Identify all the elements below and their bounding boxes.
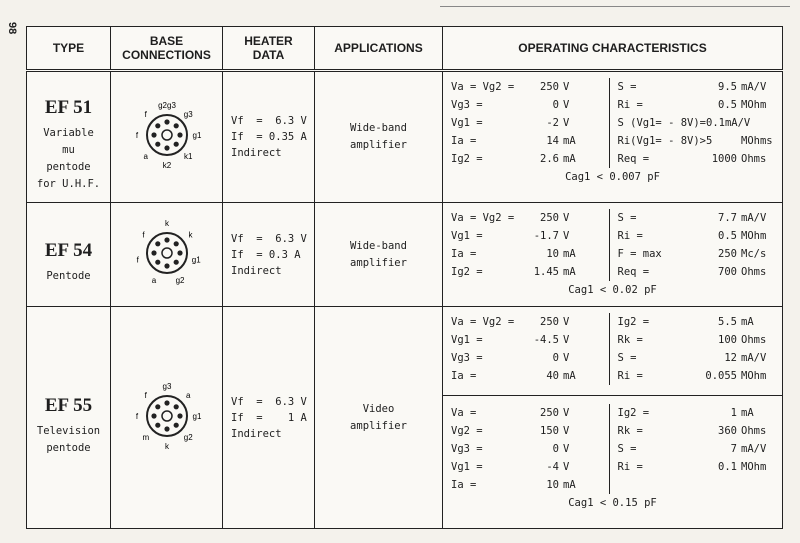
- param-label: Vg3 =: [451, 352, 483, 364]
- pin-label: f: [136, 255, 139, 265]
- param-unit: Ohms: [741, 425, 767, 437]
- param-label: Ig2 =: [609, 313, 699, 331]
- param-unit: V: [563, 99, 570, 111]
- pin-label: g3: [162, 381, 171, 391]
- param-unit: V: [563, 117, 570, 129]
- param-unit: mA: [563, 266, 576, 278]
- heater-line: Vf = 6.3 V: [231, 115, 307, 127]
- base-cell: [111, 307, 223, 529]
- param-label: S =: [609, 209, 699, 227]
- pin-label: k2: [162, 161, 171, 170]
- param-value: -4.5: [533, 334, 559, 346]
- header-applications: APPLICATIONS: [315, 27, 443, 71]
- param-value: -2: [546, 117, 559, 129]
- pin-label: g2: [183, 432, 193, 442]
- param-value: 700: [718, 266, 737, 278]
- param-unit: V: [563, 334, 570, 346]
- grid-anode-capacitance: Cag1 < 0.15 pF: [568, 497, 657, 509]
- pin-label: m: [141, 432, 149, 442]
- param-unit: MOhm: [741, 461, 767, 473]
- characteristic-row: [443, 404, 783, 422]
- param-label: Ia =: [451, 370, 477, 382]
- param-unit: mA: [563, 153, 576, 165]
- param-label: Ig2 =: [451, 266, 483, 278]
- page-number: 98: [6, 22, 18, 35]
- pin-label: g1: [191, 255, 201, 265]
- description-line: pentode: [46, 441, 91, 454]
- param-label: S =: [609, 440, 699, 458]
- tube-row: [27, 71, 783, 203]
- heater-line: Indirect: [231, 427, 282, 440]
- heater-line: If = 0.35 A: [231, 131, 307, 143]
- param-label: Ia =: [451, 248, 477, 260]
- characteristic-row: [443, 349, 783, 367]
- param-unit: V: [563, 212, 570, 224]
- param-label: Va = Vg2 =: [451, 316, 515, 328]
- description-line: pentode: [46, 161, 91, 173]
- top-rule: [440, 6, 790, 7]
- characteristic-row: [443, 132, 783, 150]
- description-line: Variable: [43, 127, 94, 139]
- param-unit: V: [563, 461, 570, 473]
- pin-label: g2g3: [157, 101, 176, 110]
- param-unit: mA/V: [741, 352, 767, 364]
- param-label: Ri(Vg1= - 8V)>5: [609, 132, 741, 150]
- pin-label: g3: [183, 109, 193, 119]
- characteristic-row: [443, 331, 783, 349]
- base-cell: [111, 71, 223, 203]
- tube-name: EF 54: [44, 240, 93, 261]
- param-value: 0.5: [718, 99, 737, 111]
- application-text: [315, 120, 442, 154]
- base-connection-diagram: [127, 97, 207, 177]
- pin-label: k: [164, 441, 169, 451]
- application-cell: [315, 203, 443, 307]
- tube-row: [27, 203, 783, 307]
- param-unit: MOhm: [741, 99, 767, 111]
- param-value: 0.5: [718, 230, 737, 242]
- characteristic-row: [443, 245, 783, 263]
- param-unit: mA: [563, 370, 576, 382]
- characteristic-row: [443, 263, 783, 281]
- tube-description: [27, 423, 110, 457]
- pin-label: f: [144, 109, 147, 119]
- application-line: amplifier: [350, 139, 407, 151]
- operating-block: [443, 72, 782, 186]
- pin-label: f: [135, 131, 138, 140]
- pin-label: g2: [175, 275, 184, 285]
- pin-label: a: [143, 152, 148, 162]
- param-label: Ri =: [609, 227, 699, 245]
- operating-table: [443, 209, 783, 281]
- pin-label: f: [135, 411, 138, 421]
- characteristic-row: [443, 367, 783, 385]
- param-value: 250: [540, 81, 559, 93]
- param-unit: mA/V: [741, 212, 767, 224]
- heater-data: [223, 113, 314, 161]
- application-line: amplifier: [350, 419, 407, 432]
- pin-label: k: [164, 218, 169, 228]
- param-unit: MOhm: [741, 370, 767, 382]
- param-label: Ig2 =: [451, 153, 483, 165]
- characteristic-row: [443, 96, 783, 114]
- param-value: 250: [540, 316, 559, 328]
- base-cell: [111, 203, 223, 307]
- heater-line: If = 1 A: [231, 411, 307, 424]
- param-value: 9.5: [718, 81, 737, 93]
- param-value: 10: [546, 248, 559, 260]
- param-label: Va = Vg2 =: [451, 81, 515, 93]
- operating-table: [443, 313, 783, 385]
- characteristic-row: [443, 78, 783, 96]
- param-unit: MOhm: [741, 230, 767, 242]
- application-cell: [315, 71, 443, 203]
- param-value: 0.055: [705, 370, 737, 382]
- pin-label: f: [144, 390, 147, 400]
- param-label: Vg1 =: [451, 334, 483, 346]
- param-label: S =: [609, 349, 699, 367]
- param-label: Vg1 =: [451, 461, 483, 473]
- characteristic-row: [443, 150, 783, 168]
- param-unit: mA: [741, 407, 754, 419]
- param-unit: Ohms: [741, 334, 767, 346]
- operating-block: [443, 307, 782, 512]
- base-connection-diagram: [127, 378, 207, 458]
- pin-label: k1: [183, 152, 192, 162]
- operating-divider: [443, 395, 782, 494]
- param-label: S =: [609, 78, 699, 96]
- param-unit: mA/V: [741, 81, 767, 93]
- param-unit: mA: [563, 479, 576, 491]
- param-unit: V: [563, 443, 570, 455]
- param-value: 360: [718, 425, 737, 437]
- tube-spec-table: [26, 26, 783, 529]
- pin-label: f: [141, 229, 145, 239]
- param-value: -1.7: [533, 230, 559, 242]
- tube-name: EF 55: [44, 394, 93, 416]
- param-value: 1000: [711, 153, 737, 165]
- param-label: Vg1 =: [451, 230, 483, 242]
- param-label: Rk =: [609, 331, 699, 349]
- param-label: Vg1 =: [451, 117, 483, 129]
- param-unit: Ohms: [741, 153, 767, 165]
- param-value: -4: [546, 461, 559, 473]
- grid-anode-capacitance: Cag1 < 0.02 pF: [568, 284, 657, 296]
- tube-description: [27, 268, 110, 285]
- tube-name: EF 51: [44, 97, 93, 118]
- param-label: S (Vg1= - 8V)=0.1mA/V: [609, 114, 783, 132]
- param-unit: MOhms: [741, 135, 773, 147]
- heater-data: [223, 231, 314, 279]
- param-value: 150: [540, 425, 559, 437]
- param-unit: mA: [563, 135, 576, 147]
- param-value: 250: [540, 407, 559, 419]
- heater-cell: [223, 203, 315, 307]
- param-unit: V: [563, 425, 570, 437]
- type-cell: [27, 203, 111, 307]
- pin-label: k: [187, 229, 192, 239]
- operating-cell: [443, 71, 783, 203]
- heater-cell: [223, 307, 315, 529]
- param-label: Ri =: [609, 458, 699, 476]
- param-value: 14: [546, 135, 559, 147]
- heater-line: Indirect: [231, 147, 282, 159]
- description-line: for U.H.F.: [36, 178, 101, 190]
- tube-description: [27, 125, 110, 193]
- header-heater-data: HEATER DATA: [223, 27, 315, 71]
- param-value: 1: [730, 407, 737, 419]
- characteristic-row: [443, 313, 783, 331]
- param-unit: Mc/s: [741, 248, 767, 260]
- heater-line: Indirect: [231, 264, 282, 277]
- characteristic-row: [443, 458, 783, 476]
- description-line: mu: [62, 144, 75, 156]
- param-label: Vg3 =: [451, 99, 483, 111]
- param-value: 40: [546, 370, 559, 382]
- operating-cell: [443, 307, 783, 529]
- param-label: Ri =: [609, 367, 699, 385]
- param-label: Va = Vg2 =: [451, 212, 515, 224]
- application-line: Wide-band: [350, 239, 407, 252]
- param-unit: mA: [741, 316, 754, 328]
- characteristic-row: [443, 440, 783, 458]
- characteristic-row: [443, 209, 783, 227]
- pin-label: a: [185, 390, 190, 400]
- param-unit: V: [563, 316, 570, 328]
- heater-cell: [223, 71, 315, 203]
- tube-row: [27, 307, 783, 529]
- pin-label: a: [151, 275, 156, 285]
- param-value: 0.1: [718, 461, 737, 473]
- operating-table-alt: [443, 404, 783, 494]
- param-unit: Ohms: [741, 266, 767, 278]
- param-label: F = max: [609, 245, 699, 263]
- header-base-connections: BASE CONNECTIONS: [111, 27, 223, 71]
- param-value: 7: [730, 443, 737, 455]
- operating-block: [443, 203, 782, 299]
- param-unit: mA/V: [741, 443, 767, 455]
- param-label: Vg3 =: [451, 443, 483, 455]
- param-label: Vg2 =: [451, 425, 483, 437]
- pin-label: g1: [192, 411, 201, 421]
- param-unit: V: [563, 352, 570, 364]
- param-value: 2.6: [540, 153, 559, 165]
- param-value: 7.7: [718, 212, 737, 224]
- characteristic-row: [443, 422, 783, 440]
- description-line: Pentode: [46, 270, 91, 282]
- operating-table: [443, 78, 783, 168]
- heater-line: If = 0.3 A: [231, 248, 301, 261]
- application-cell: [315, 307, 443, 529]
- param-value: 0: [552, 443, 559, 455]
- characteristic-row: [443, 476, 783, 494]
- param-label: Ri =: [609, 96, 699, 114]
- heater-data: [223, 394, 314, 442]
- application-line: amplifier: [350, 256, 407, 269]
- param-label: Ia =: [451, 135, 477, 147]
- application-text: [315, 401, 442, 435]
- param-label: Ia =: [451, 479, 477, 491]
- header-type: TYPE: [27, 27, 111, 71]
- grid-anode-capacitance: Cag1 < 0.007 pF: [565, 171, 660, 183]
- param-value: 5.5: [718, 316, 737, 328]
- param-value: 12: [724, 352, 737, 364]
- param-label: Rk =: [609, 422, 699, 440]
- heater-line: Vf = 6.3 V: [231, 232, 307, 245]
- param-value: 1.45: [533, 266, 559, 278]
- param-unit: V: [563, 230, 570, 242]
- type-cell: [27, 71, 111, 203]
- param-label: Va =: [451, 407, 477, 419]
- param-label: Req =: [609, 150, 699, 168]
- base-connection-diagram: [127, 215, 207, 295]
- characteristic-row: [443, 114, 783, 132]
- type-cell: [27, 307, 111, 529]
- application-line: Video: [362, 402, 395, 415]
- operating-cell: [443, 203, 783, 307]
- param-value: 0: [552, 99, 559, 111]
- param-unit: V: [563, 81, 570, 93]
- application-line: Wide-band: [350, 122, 407, 134]
- param-label: Req =: [609, 263, 699, 281]
- param-value: 100: [718, 334, 737, 346]
- param-value: 0: [552, 352, 559, 364]
- param-value: 10: [546, 479, 559, 491]
- param-label: [609, 476, 783, 494]
- param-unit: V: [563, 407, 570, 419]
- param-unit: mA: [563, 248, 576, 260]
- description-line: Television: [36, 424, 101, 437]
- param-value: 250: [718, 248, 737, 260]
- param-value: 250: [540, 212, 559, 224]
- application-text: [315, 238, 442, 272]
- characteristic-row: [443, 227, 783, 245]
- param-label: Ig2 =: [609, 404, 699, 422]
- pin-label: g1: [192, 131, 201, 140]
- header-operating-characteristics: OPERATING CHARACTERISTICS: [443, 27, 783, 71]
- heater-line: Vf = 6.3 V: [231, 395, 307, 408]
